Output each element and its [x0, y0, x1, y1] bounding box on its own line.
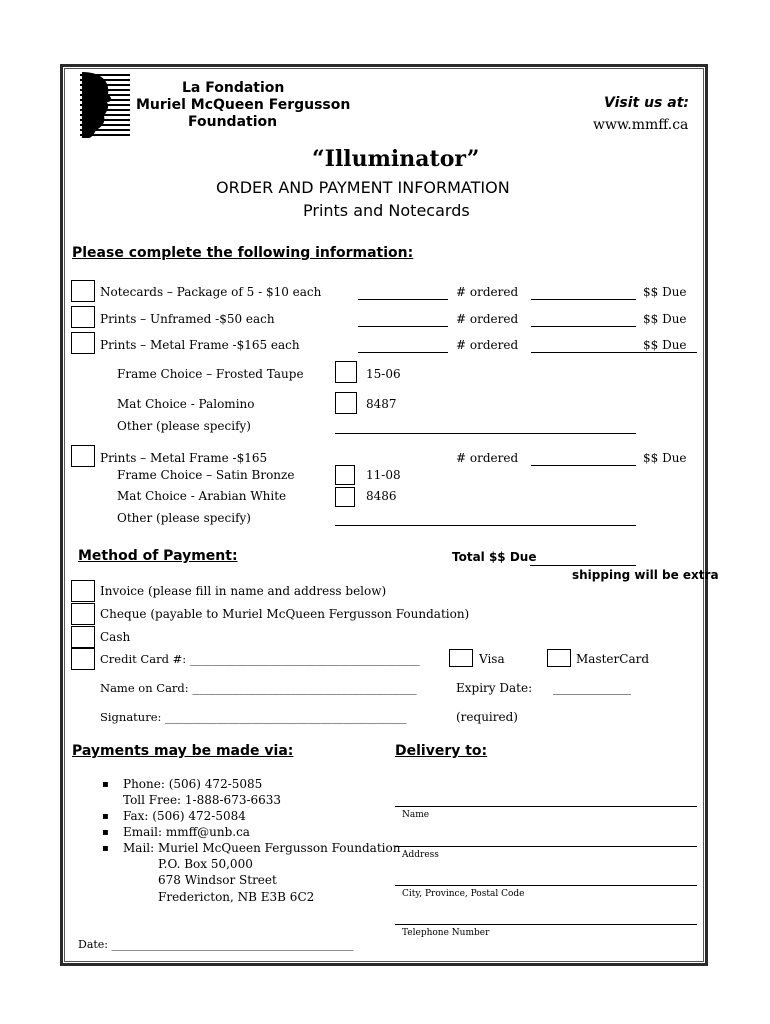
- frame-choice-checkbox[interactable]: [335, 361, 357, 383]
- mat-choice-label: Mat Choice - Palomino: [117, 397, 255, 411]
- logo-line-1: La Fondation: [182, 80, 285, 96]
- prints-unframed-due-label: $$ Due: [643, 312, 687, 326]
- street-text: 678 Windsor Street: [158, 873, 277, 887]
- credit-card-field[interactable]: Credit Card #: ________________________________________: [100, 652, 420, 666]
- delivery-phone-label: Telephone Number: [402, 928, 490, 938]
- po-box-text: P.O. Box 50,000: [158, 857, 253, 871]
- frame-choice-2-code: 11-08: [366, 468, 401, 482]
- delivery-city-field[interactable]: [395, 885, 697, 886]
- page-subtitle: ORDER AND PAYMENT INFORMATION: [216, 178, 510, 197]
- mastercard-label: MasterCard: [576, 652, 650, 666]
- prints-metal-2-label: Prints – Metal Frame -$165: [100, 451, 268, 465]
- logo-line-2: Muriel McQueen Fergusson: [136, 97, 351, 113]
- bullet-icon: ▪: [102, 843, 109, 854]
- notecards-ordered-label: # ordered: [456, 285, 519, 299]
- prints-metal-ordered-label: # ordered: [456, 338, 519, 352]
- cash-checkbox[interactable]: [71, 626, 95, 648]
- mat-choice-2-checkbox[interactable]: [335, 487, 355, 507]
- notecards-due-label: $$ Due: [643, 285, 687, 299]
- page-subtitle-2: Prints and Notecards: [303, 201, 470, 220]
- other-specify-field[interactable]: [335, 433, 636, 434]
- credit-card-checkbox[interactable]: [71, 648, 95, 670]
- bullet-icon: ▪: [102, 827, 109, 838]
- name-on-card-field[interactable]: Name on Card: _______________________________________: [100, 681, 417, 695]
- frame-choice-2-label: Frame Choice – Satin Bronze: [117, 468, 295, 482]
- prints-unframed-label: Prints – Unframed -$50 each: [100, 312, 275, 326]
- prints-metal-label: Prints – Metal Frame -$165 each: [100, 338, 300, 352]
- delivery-address-label: Address: [402, 850, 439, 860]
- expiry-label: Expiry Date:: [456, 681, 533, 695]
- prints-metal-2-due-label: $$ Due: [643, 451, 687, 465]
- invoice-label: Invoice (please fill in name and address below): [100, 584, 387, 598]
- delivery-address-field[interactable]: [395, 846, 697, 847]
- page-title: “Illuminator”: [312, 146, 480, 172]
- website-link[interactable]: www.mmff.ca: [593, 117, 689, 133]
- fax-text: Fax: (506) 472-5084: [123, 809, 246, 823]
- info-heading: Please complete the following information:: [72, 245, 414, 261]
- mat-choice-2-code: 8486: [366, 489, 397, 503]
- prints-metal-2-ordered-label: # ordered: [456, 451, 519, 465]
- visa-checkbox[interactable]: [449, 649, 473, 667]
- delivery-name-field[interactable]: [395, 806, 697, 807]
- prints-metal-due-label: $$ Due: [643, 338, 687, 352]
- bullet-icon: ▪: [102, 779, 109, 790]
- shipping-note: shipping will be extra: [572, 568, 719, 582]
- mat-choice-code: 8487: [366, 397, 397, 411]
- other-specify-label: Other (please specify): [117, 419, 251, 433]
- mastercard-checkbox[interactable]: [547, 649, 571, 667]
- mat-choice-checkbox[interactable]: [335, 392, 357, 414]
- frame-choice-code: 15-06: [366, 367, 401, 381]
- cheque-label: Cheque (payable to Muriel McQueen Fergusson Foundation): [100, 607, 470, 621]
- notecards-quantity-field[interactable]: [358, 299, 448, 300]
- prints-unframed-ordered-label: # ordered: [456, 312, 519, 326]
- prints-metal-2-due-field[interactable]: [531, 465, 636, 466]
- prints-unframed-due-field[interactable]: [531, 326, 636, 327]
- other-specify-2-field[interactable]: [335, 525, 636, 526]
- expiry-field[interactable]: _____________: [553, 681, 631, 695]
- prints-metal-2-checkbox[interactable]: [71, 445, 95, 467]
- notecards-due-field[interactable]: [531, 299, 636, 300]
- visa-label: Visa: [479, 652, 505, 666]
- frame-choice-2-checkbox[interactable]: [335, 465, 355, 485]
- payments-via-heading: Payments may be made via:: [72, 743, 294, 759]
- required-note: (required): [456, 710, 518, 724]
- total-due-label: Total $$ Due: [452, 550, 537, 564]
- total-due-field[interactable]: [530, 565, 636, 566]
- toll-free-text: Toll Free: 1-888-673-6633: [123, 793, 282, 807]
- logo-line-3: Foundation: [188, 114, 278, 130]
- cheque-checkbox[interactable]: [71, 603, 95, 625]
- prints-metal-checkbox[interactable]: [71, 332, 95, 354]
- frame-choice-label: Frame Choice – Frosted Taupe: [117, 367, 304, 381]
- delivery-phone-field[interactable]: [395, 924, 697, 925]
- delivery-heading: Delivery to:: [395, 743, 488, 759]
- payment-method-heading: Method of Payment:: [78, 548, 238, 564]
- bullet-icon: ▪: [102, 811, 109, 822]
- email-text[interactable]: Email: mmff@unb.ca: [123, 825, 250, 839]
- invoice-checkbox[interactable]: [71, 580, 95, 602]
- date-field[interactable]: Date: ____________________________________________: [78, 938, 354, 951]
- notecards-checkbox[interactable]: [71, 280, 95, 302]
- prints-metal-quantity-field[interactable]: [358, 352, 448, 353]
- phone-text: Phone: (506) 472-5085: [123, 777, 263, 791]
- logo-profile-icon: [80, 72, 132, 138]
- cash-label: Cash: [100, 630, 131, 644]
- prints-unframed-checkbox[interactable]: [71, 306, 95, 328]
- prints-metal-due-field[interactable]: [531, 352, 697, 353]
- mat-choice-2-label: Mat Choice - Arabian White: [117, 489, 287, 503]
- delivery-name-label: Name: [402, 810, 430, 820]
- mail-text: Mail: Muriel McQueen Fergusson Foundation: [123, 841, 401, 855]
- signature-field[interactable]: Signature: __________________________________________: [100, 710, 407, 724]
- city-text: Fredericton, NB E3B 6C2: [158, 890, 315, 904]
- delivery-city-label: City, Province, Postal Code: [402, 889, 525, 899]
- notecards-label: Notecards – Package of 5 - $10 each: [100, 285, 322, 299]
- visit-label: Visit us at:: [604, 95, 689, 111]
- prints-unframed-quantity-field[interactable]: [358, 326, 448, 327]
- other-specify-2-label: Other (please specify): [117, 511, 251, 525]
